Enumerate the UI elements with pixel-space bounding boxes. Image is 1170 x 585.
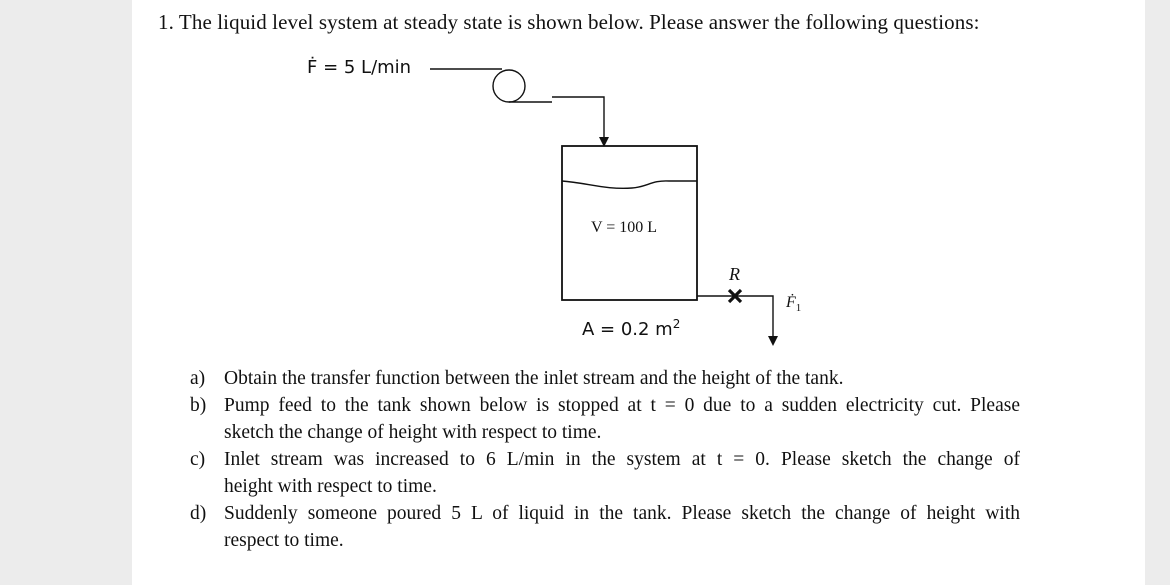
question-list (190, 365, 1020, 554)
outlet-flow-subscript: 1 (795, 302, 802, 315)
tank-area-label (582, 317, 680, 340)
resistance-label: R (729, 264, 740, 284)
feed-pipe (552, 97, 604, 138)
question-b (190, 392, 1020, 446)
question-line: Pump feed to the tank shown below is stopped at t = 0 due to a sudden electricity cut. Please (224, 395, 1020, 416)
question-line: Obtain the transfer function between the inlet stream and the height of the tank. (224, 368, 844, 389)
question-d (190, 500, 1020, 554)
liquid-surface (562, 181, 697, 188)
outlet-pipe (697, 296, 773, 338)
question-line: Suddenly someone poured 5 L of liquid in the tank. Please sketch the change of height with (224, 503, 1020, 524)
question-line: Inlet stream was increased to 6 L/min in the system at t = 0. Please sketch the change of (224, 449, 1020, 470)
question-marker: d) (190, 503, 207, 524)
question-marker: c) (190, 449, 206, 470)
tank-volume-label: V = 100 L (591, 219, 658, 236)
question-marker: b) (190, 395, 207, 416)
document-page (132, 0, 1145, 585)
outlet-flow-symbol: Ḟ (786, 294, 796, 311)
area-label-exponent: 2 (672, 317, 681, 331)
question-marker: a) (190, 368, 206, 389)
pump-icon (493, 70, 525, 102)
question-line: height with respect to time. (224, 476, 437, 497)
question-line: respect to time. (224, 530, 344, 551)
outlet-arrow-icon (768, 336, 778, 346)
area-label-base: A = 0.2 m (582, 319, 673, 340)
question-line: sketch the change of height with respect to time. (224, 422, 602, 443)
outlet-flow-label (786, 294, 801, 314)
question-c (190, 446, 1020, 500)
inlet-flow-label: Ḟ = 5 L/min (307, 57, 412, 78)
problem-title: 1. The liquid level system at steady state is shown below. Please answer the following questions: (158, 10, 980, 34)
question-a (190, 365, 1020, 392)
